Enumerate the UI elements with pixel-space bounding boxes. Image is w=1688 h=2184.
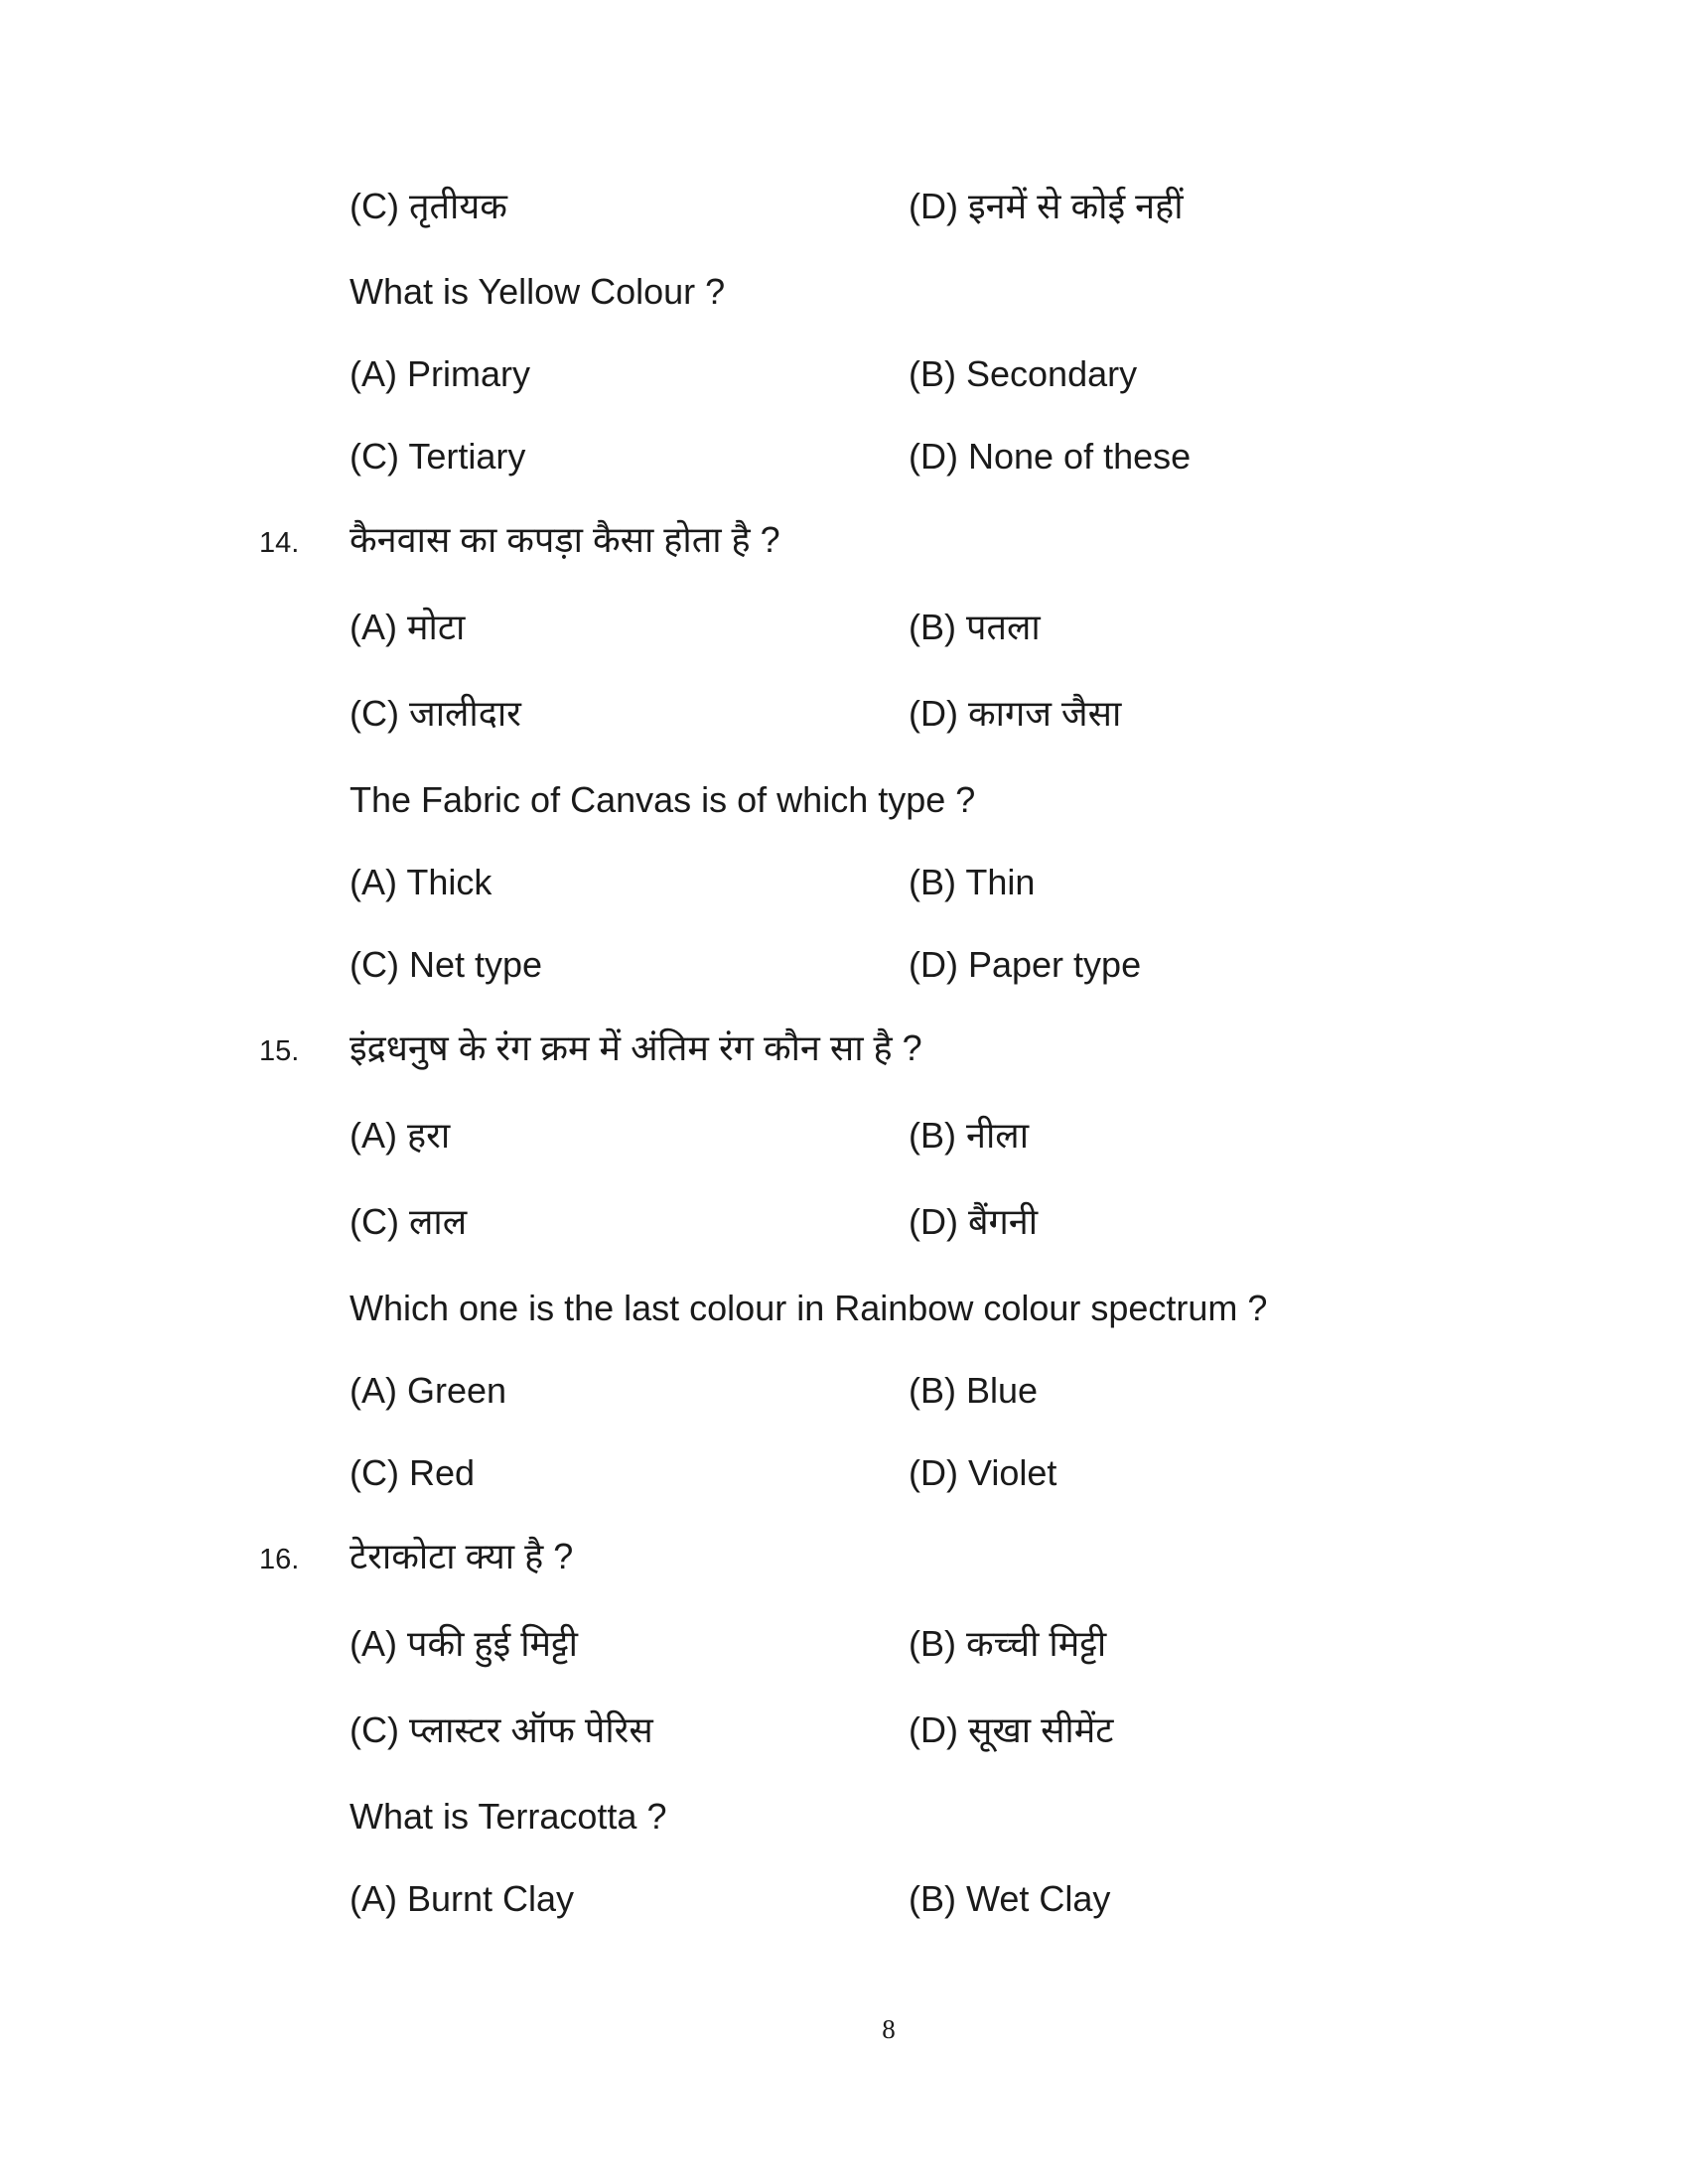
question-text-english: What is Yellow Colour ? xyxy=(350,271,726,312)
option-d-hindi: (D) बैंगनी xyxy=(909,1201,1039,1242)
option-b-hindi: (B) पतला xyxy=(909,607,1041,647)
option-a-english: (A) Green xyxy=(350,1370,507,1411)
question-text-english: The Fabric of Canvas is of which type ? xyxy=(350,779,976,820)
option-a-english: (A) Primary xyxy=(350,353,530,394)
question-text-hindi: टेराकोटा क्या है ? xyxy=(350,1536,574,1576)
option-b-english: (B) Thin xyxy=(909,862,1036,902)
option-d-english: (D) Violet xyxy=(909,1452,1057,1493)
option-a-hindi: (A) पकी हुई मिट्टी xyxy=(350,1623,578,1664)
question-text-hindi: कैनवास का कपड़ा कैसा होता है ? xyxy=(350,519,780,560)
option-d-hindi: (D) सूखा सीमेंट xyxy=(909,1709,1114,1750)
option-b-hindi: (B) कच्ची मिट्टी xyxy=(909,1623,1107,1664)
option-c-english: (C) Tertiary xyxy=(350,436,526,477)
option-b-english: (B) Secondary xyxy=(909,353,1138,394)
option-d-hindi: (D) इनमें से कोई नहीं xyxy=(909,186,1184,226)
option-a-english: (A) Thick xyxy=(350,862,492,902)
option-d-english: (D) None of these xyxy=(909,436,1192,477)
page-number: 8 xyxy=(882,2014,896,2044)
option-c-hindi: (C) जालीदार xyxy=(350,693,521,734)
option-d-hindi: (D) कागज जैसा xyxy=(909,693,1122,734)
option-c-english: (C) Net type xyxy=(350,944,543,985)
question-number: 16. xyxy=(259,1544,300,1575)
question-number: 15. xyxy=(259,1035,300,1067)
option-b-hindi: (B) नीला xyxy=(909,1115,1030,1156)
question-text-english: What is Terracotta ? xyxy=(350,1796,667,1837)
question-number: 14. xyxy=(259,527,300,559)
option-c-hindi: (C) प्लास्टर ऑफ पेरिस xyxy=(350,1709,653,1750)
question-text-english: Which one is the last colour in Rainbow colour spectrum ? xyxy=(350,1288,1268,1328)
option-d-english: (D) Paper type xyxy=(909,944,1142,985)
option-c-hindi: (C) लाल xyxy=(350,1201,468,1242)
option-a-hindi: (A) मोटा xyxy=(350,607,466,647)
option-a-english: (A) Burnt Clay xyxy=(350,1878,575,1919)
option-b-english: (B) Blue xyxy=(909,1370,1039,1411)
option-c-english: (C) Red xyxy=(350,1452,476,1493)
question-text-hindi: इंद्रधनुष के रंग क्रम में अंतिम रंग कौन सा है ? xyxy=(350,1027,922,1068)
option-c-hindi: (C) तृतीयक xyxy=(350,186,507,226)
option-a-hindi: (A) हरा xyxy=(350,1115,451,1156)
option-b-english: (B) Wet Clay xyxy=(909,1878,1111,1919)
